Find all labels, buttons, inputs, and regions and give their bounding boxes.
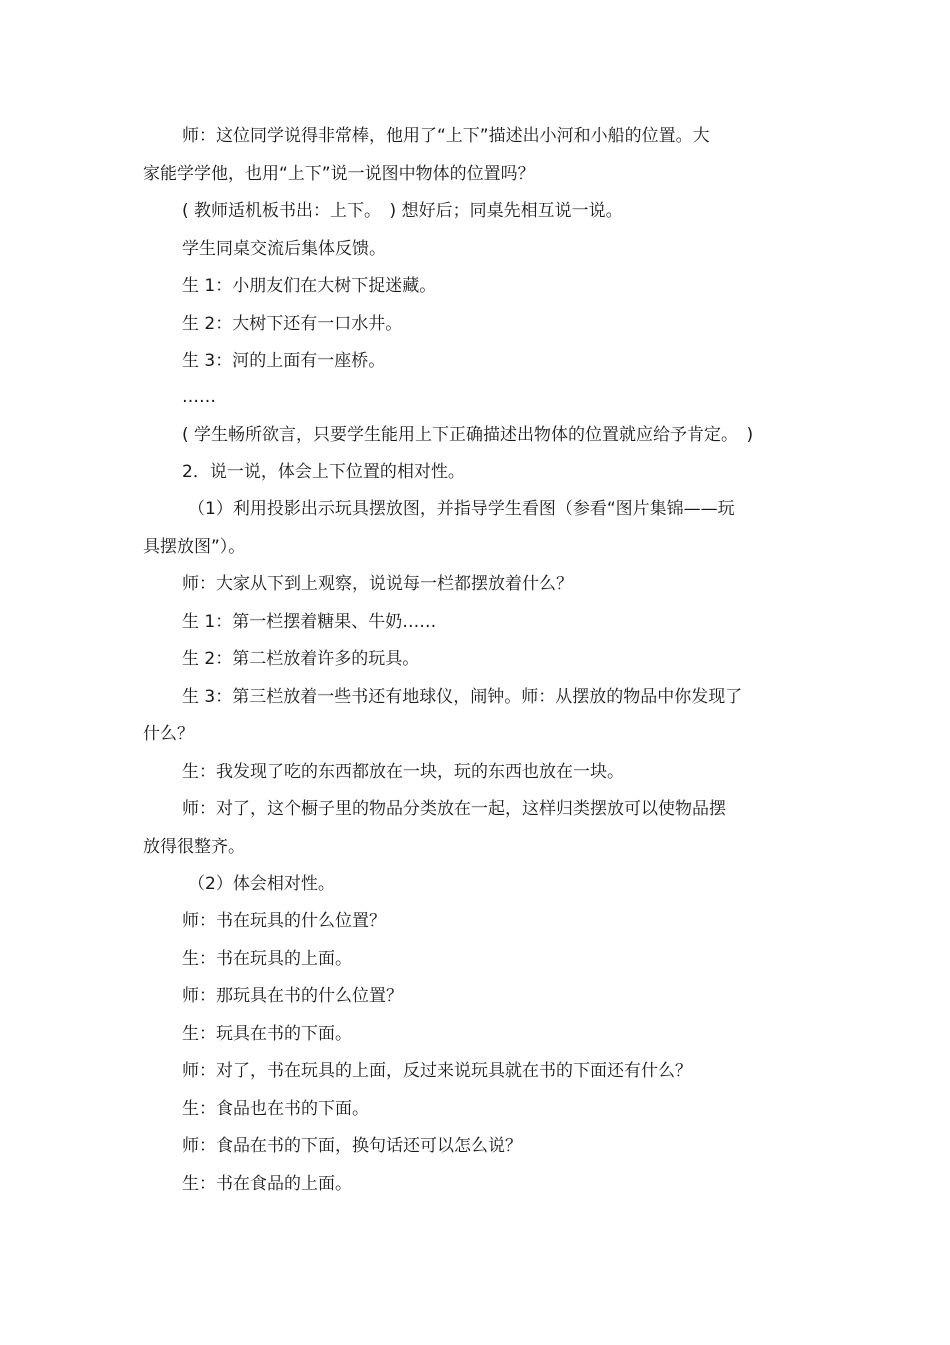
paragraph-line: 生 2：大树下还有一口水井。 [182, 314, 403, 334]
paragraph-line: 师：这位同学说得非常棒，他用了“上下”描述出小河和小船的位置。大 [182, 126, 710, 146]
paragraph-line: 师：书在玩具的什么位置？ [182, 911, 386, 931]
paragraph-line: 放得很整齐。 [143, 837, 245, 857]
paragraph-line: 生 1：第一栏摆着糖果、牛奶…… [182, 612, 437, 632]
paragraph-line: 生 3：河的上面有一座桥。 [182, 351, 386, 371]
paragraph-line: 师：那玩具在书的什么位置？ [182, 986, 403, 1006]
paragraph-line: 生：玩具在书的下面。 [182, 1024, 352, 1044]
paragraph-line: 生 2：第二栏放着许多的玩具。 [182, 649, 420, 669]
paragraph-line: 师：大家从下到上观察，说说每一栏都摆放着什么？ [182, 574, 573, 594]
paragraph-line: 师：对了，书在玩具的上面，反过来说玩具就在书的下面还有什么？ [182, 1061, 692, 1081]
paragraph-line: 师：食品在书的下面，换句话还可以怎么说？ [182, 1136, 522, 1156]
paragraph-line: （1）利用投影出示玩具摆放图，并指导学生看图（参看“图片集锦——玩 [188, 499, 735, 519]
paragraph-line: 生：食品也在书的下面。 [182, 1099, 369, 1119]
paragraph-line: 什么？ [143, 724, 194, 744]
paragraph-line: 具摆放图”）。 [143, 537, 246, 557]
paragraph-line: 师：对了，这个橱子里的物品分类放在一起，这样归类摆放可以使物品摆 [182, 799, 726, 819]
paragraph-line: ( 教师适机板书出：上下。 ) 想好后；同桌先相互说一说。 [182, 201, 623, 221]
paragraph-line: 生 1：小朋友们在大树下捉迷藏。 [182, 276, 437, 296]
paragraph-line: 生：书在玩具的上面。 [182, 949, 352, 969]
paragraph-line: 学生同桌交流后集体反馈。 [182, 239, 386, 259]
paragraph-line: 生 3：第三栏放着一些书还有地球仪，闹钟。师：从摆放的物品中你发现了 [182, 687, 743, 707]
paragraph-line: 2．说一说，体会上下位置的相对性。 [182, 462, 465, 482]
paragraph-line: （2）体会相对性。 [188, 874, 335, 894]
paragraph-line: ( 学生畅所欲言，只要学生能用上下正确描述出物体的位置就应给予肯定。 ) [182, 425, 754, 445]
paragraph-line: 生：书在食品的上面。 [182, 1174, 352, 1194]
paragraph-line: …… [182, 387, 216, 407]
paragraph-line: 家能学学他，也用“上下”说一说图中物体的位置吗？ [143, 164, 535, 184]
paragraph-line: 生：我发现了吃的东西都放在一块，玩的东西也放在一块。 [182, 762, 624, 782]
